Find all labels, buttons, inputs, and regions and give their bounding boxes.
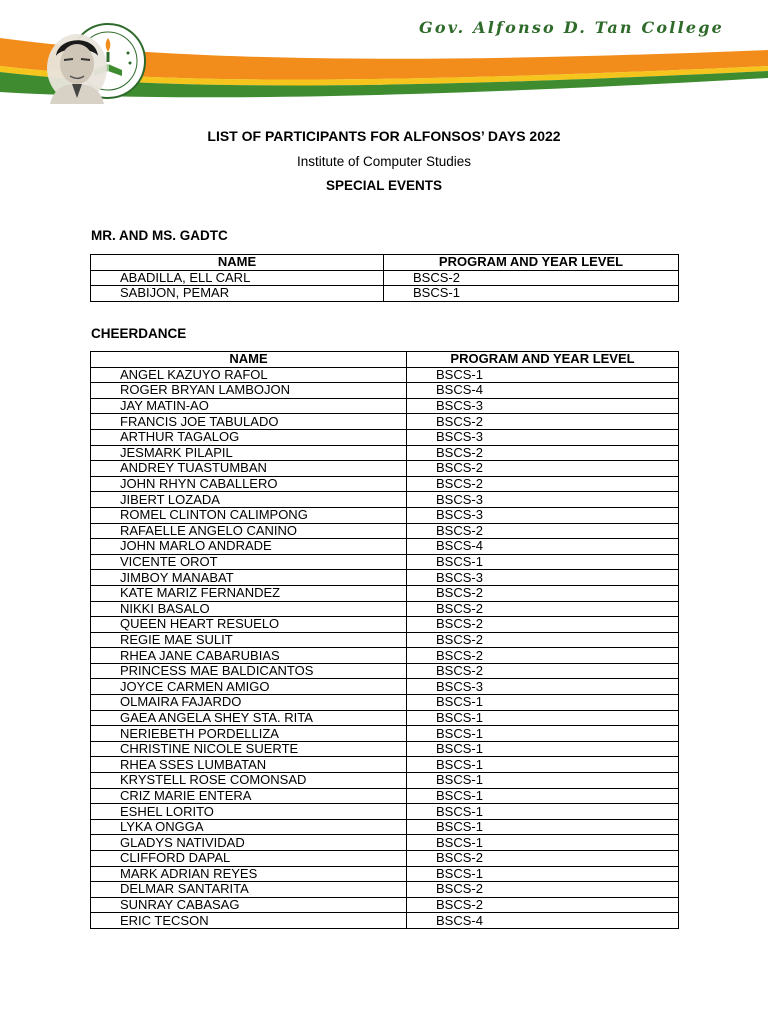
program-year-level: BSCS-2 — [407, 461, 679, 477]
program-year-level: BSCS-1 — [407, 835, 679, 851]
participant-name: JOHN MARLO ANDRADE — [91, 539, 407, 555]
program-year-level: BSCS-1 — [407, 757, 679, 773]
table-row — [91, 835, 679, 851]
program-year-level: BSCS-1 — [407, 367, 679, 383]
participant-name: CHRISTINE NICOLE SUERTE — [91, 741, 407, 757]
table-row — [91, 710, 679, 726]
participant-name: NIKKI BASALO — [91, 601, 407, 617]
program-year-level: BSCS-1 — [407, 710, 679, 726]
table-row — [91, 429, 679, 445]
table-row — [91, 741, 679, 757]
program-year-level: BSCS-4 — [407, 539, 679, 555]
participant-name: SUNRAY CABASAG — [91, 897, 407, 913]
section-heading-cheerdance: CHEERDANCE — [91, 326, 187, 341]
participant-name: GLADYS NATIVIDAD — [91, 835, 407, 851]
program-year-level: BSCS-2 — [407, 648, 679, 664]
table-row — [91, 492, 679, 508]
participant-name: RAFAELLE ANGELO CANINO — [91, 523, 407, 539]
program-year-level: BSCS-1 — [407, 819, 679, 835]
program-year-level: BSCS-1 — [407, 741, 679, 757]
program-year-level: BSCS-2 — [384, 270, 679, 286]
table-row — [91, 585, 679, 601]
table-row — [91, 773, 679, 789]
participant-name: QUEEN HEART RESUELO — [91, 617, 407, 633]
program-year-level: BSCS-1 — [407, 788, 679, 804]
table-row — [91, 286, 679, 302]
letterhead — [0, 0, 768, 110]
participant-name: JOHN RHYN CABALLERO — [91, 476, 407, 492]
table-row — [91, 648, 679, 664]
participant-name: JAY MATIN-AO — [91, 398, 407, 414]
participant-name: OLMAIRA FAJARDO — [91, 695, 407, 711]
table-row — [91, 788, 679, 804]
column-header-program: PROGRAM AND YEAR LEVEL — [384, 255, 679, 271]
participant-name: NERIEBETH PORDELLIZA — [91, 726, 407, 742]
program-year-level: BSCS-3 — [407, 507, 679, 523]
program-year-level: BSCS-3 — [407, 492, 679, 508]
program-year-level: BSCS-3 — [407, 570, 679, 586]
table-row — [91, 367, 679, 383]
participant-name: LYKA ONGGA — [91, 819, 407, 835]
institute-name: Institute of Computer Studies — [296, 154, 472, 169]
participant-name: ESHEL LORITO — [91, 804, 407, 820]
college-seal-logo — [40, 18, 148, 104]
table-row — [91, 913, 679, 929]
table-row — [91, 383, 679, 399]
table-row — [91, 851, 679, 867]
table-header-row — [91, 255, 679, 271]
table-row — [91, 507, 679, 523]
participant-name: JIBERT LOZADA — [91, 492, 407, 508]
program-year-level: BSCS-1 — [407, 804, 679, 820]
program-year-level: BSCS-1 — [407, 726, 679, 742]
participant-name: DELMAR SANTARITA — [91, 882, 407, 898]
table-row — [91, 617, 679, 633]
participant-name: CLIFFORD DAPAL — [91, 851, 407, 867]
table-row — [91, 632, 679, 648]
participant-name: SABIJON, PEMAR — [91, 286, 384, 302]
table-row — [91, 679, 679, 695]
program-year-level: BSCS-4 — [407, 913, 679, 929]
college-name: Gov. Alfonso D. Tan College — [419, 18, 724, 37]
participant-name: JESMARK PILAPIL — [91, 445, 407, 461]
participant-name: KRYSTELL ROSE COMONSAD — [91, 773, 407, 789]
participant-name: GAEA ANGELA SHEY STA. RITA — [91, 710, 407, 726]
table-row — [91, 539, 679, 555]
participant-name: ROMEL CLINTON CALIMPONG — [91, 507, 407, 523]
participant-name: FRANCIS JOE TABULADO — [91, 414, 407, 430]
program-year-level: BSCS-3 — [407, 679, 679, 695]
participant-name: KATE MARIZ FERNANDEZ — [91, 585, 407, 601]
program-year-level: BSCS-2 — [407, 445, 679, 461]
program-year-level: BSCS-2 — [407, 601, 679, 617]
program-year-level: BSCS-2 — [407, 523, 679, 539]
mr-ms-gadtc-table — [90, 254, 679, 302]
participant-name: JOYCE CARMEN AMIGO — [91, 679, 407, 695]
table-row — [91, 570, 679, 586]
program-year-level: BSCS-2 — [407, 851, 679, 867]
cheerdance-table — [90, 351, 679, 929]
table-row — [91, 414, 679, 430]
table-row — [91, 866, 679, 882]
program-year-level: BSCS-2 — [407, 476, 679, 492]
program-year-level: BSCS-2 — [407, 882, 679, 898]
participant-name: REGIE MAE SULIT — [91, 632, 407, 648]
table-header-row — [91, 352, 679, 368]
table-row — [91, 554, 679, 570]
program-year-level: BSCS-2 — [407, 617, 679, 633]
table-row — [91, 445, 679, 461]
table-row — [91, 819, 679, 835]
column-header-name: NAME — [91, 255, 384, 271]
table-row — [91, 523, 679, 539]
table-row — [91, 476, 679, 492]
event-category: SPECIAL EVENTS — [325, 178, 443, 193]
document-title: LIST OF PARTICIPANTS FOR ALFONSOS’ DAYS 2022 — [207, 128, 561, 144]
program-year-level: BSCS-1 — [407, 773, 679, 789]
table-row — [91, 601, 679, 617]
participant-name: ARTHUR TAGALOG — [91, 429, 407, 445]
column-header-program: PROGRAM AND YEAR LEVEL — [407, 352, 679, 368]
participant-name: VICENTE OROT — [91, 554, 407, 570]
program-year-level: BSCS-2 — [407, 585, 679, 601]
program-year-level: BSCS-1 — [407, 695, 679, 711]
program-year-level: BSCS-2 — [407, 632, 679, 648]
participant-name: MARK ADRIAN REYES — [91, 866, 407, 882]
program-year-level: BSCS-3 — [407, 398, 679, 414]
participant-name: ANDREY TUASTUMBAN — [91, 461, 407, 477]
program-year-level: BSCS-4 — [407, 383, 679, 399]
program-year-level: BSCS-1 — [384, 286, 679, 302]
participant-name: ABADILLA, ELL CARL — [91, 270, 384, 286]
column-header-name: NAME — [91, 352, 407, 368]
program-year-level: BSCS-1 — [407, 866, 679, 882]
program-year-level: BSCS-3 — [407, 429, 679, 445]
table-row — [91, 726, 679, 742]
participant-name: PRINCESS MAE BALDICANTOS — [91, 663, 407, 679]
table-row — [91, 804, 679, 820]
program-year-level: BSCS-1 — [407, 554, 679, 570]
program-year-level: BSCS-2 — [407, 897, 679, 913]
participant-name: CRIZ MARIE ENTERA — [91, 788, 407, 804]
table-row — [91, 461, 679, 477]
table-row — [91, 270, 679, 286]
table-row — [91, 897, 679, 913]
participant-name: RHEA JANE CABARUBIAS — [91, 648, 407, 664]
participant-name: JIMBOY MANABAT — [91, 570, 407, 586]
program-year-level: BSCS-2 — [407, 663, 679, 679]
table-row — [91, 398, 679, 414]
section-heading-mr-ms-gadtc: MR. AND MS. GADTC — [91, 228, 228, 243]
program-year-level: BSCS-2 — [407, 414, 679, 430]
participant-name: ANGEL KAZUYO RAFOL — [91, 367, 407, 383]
table-row — [91, 882, 679, 898]
table-row — [91, 695, 679, 711]
participant-name: ERIC TECSON — [91, 913, 407, 929]
table-row — [91, 757, 679, 773]
participant-name: RHEA SSES LUMBATAN — [91, 757, 407, 773]
table-row — [91, 663, 679, 679]
participant-name: ROGER BRYAN LAMBOJON — [91, 383, 407, 399]
